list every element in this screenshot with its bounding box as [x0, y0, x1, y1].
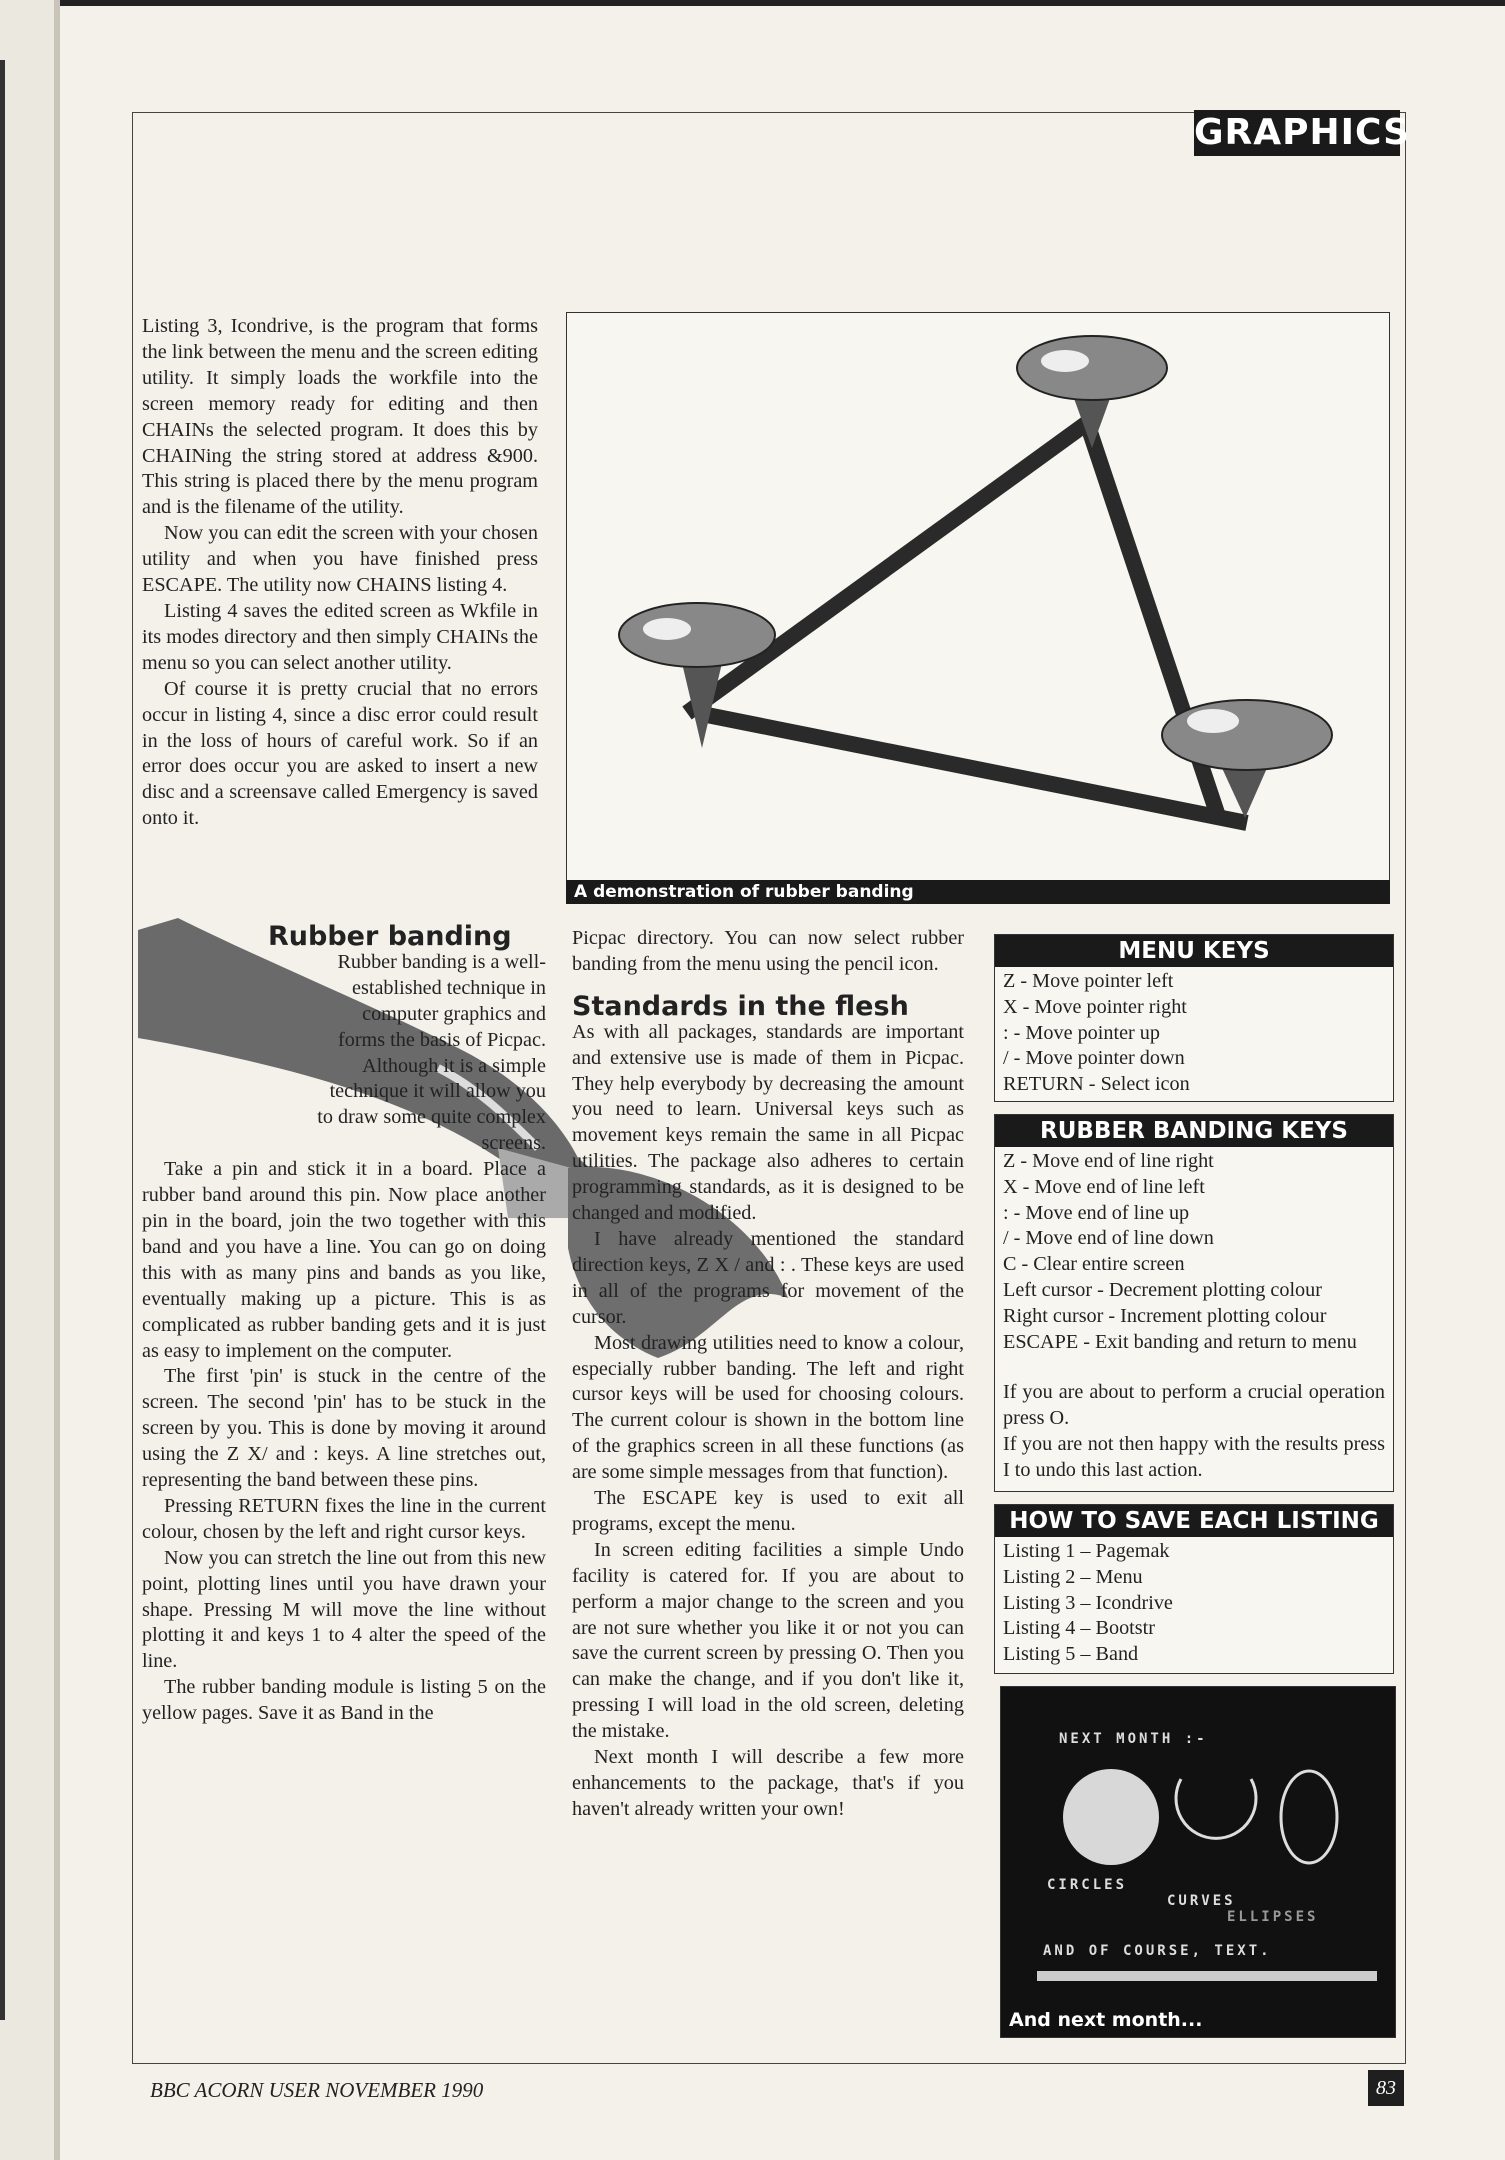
paragraph: Take a pin and stick it in a board. Place a rubber band around this pin. Now place another pin in the board, join the two together with this band and you have a line. You can go on doing this with as many pins and bands as you like, eventually making up a picture. This is as complicated as rubber banding gets and it is just as easy to implement on the computer. [142, 1158, 546, 1362]
next-month-screen [1000, 1686, 1396, 2038]
paragraph: Now you can stretch the line out from this new point, plotting lines until you have drawn your shape. Pressing M will move the line without plotting it and keys 1 to 4 alter the speed of the line. [142, 1546, 546, 1673]
rubber-keys-title: RUBBER BANDING KEYS [995, 1115, 1393, 1147]
ellipse-shape [1281, 1771, 1337, 1863]
column-2 [572, 926, 964, 1823]
pin-disc [1017, 336, 1167, 400]
pin-disc [1162, 700, 1332, 770]
list-item: ESCAPE - Exit banding and return to menu [1003, 1330, 1357, 1353]
list-item: X - Move pointer right [1003, 995, 1187, 1018]
paragraph: Listing 4 saves the edited screen as Wkfile in its modes directory and then simply CHAINs the menu so you can select another utility. [142, 599, 538, 674]
list-item: / - Move pointer down [1003, 1047, 1185, 1070]
paragraph: Next month I will describe a few more enhancements to the package, that's if you haven't already written your own! [572, 1746, 964, 1820]
band-line [687, 423, 1087, 713]
paragraph: Pressing RETURN fixes the line in the current colour, chosen by the left and right cursor keys. [142, 1494, 546, 1543]
menu-keys-title: MENU KEYS [995, 935, 1393, 967]
page-number: 83 [1368, 2070, 1404, 2106]
section-tag: GRAPHICS [1194, 110, 1400, 156]
filled-circle [1063, 1769, 1159, 1865]
screen-text: AND OF COURSE, TEXT. [1043, 1943, 1272, 1959]
paragraph: Now you can edit the screen with your chosen utility and when you have finished press ESCAPE. The utility now CHAINS listing 4. [142, 522, 538, 597]
top-edge [0, 0, 1505, 6]
rubber-banding-keys-box [994, 1114, 1394, 1492]
list-item: RETURN - Select icon [1003, 1073, 1190, 1096]
screen-text: CURVES [1167, 1893, 1236, 1909]
list-item: : - Move end of line up [1003, 1201, 1190, 1224]
undo-note: If you are not then happy with the results press I to undo this last action. [1003, 1432, 1385, 1481]
standards-heading: Standards in the flesh [572, 990, 909, 1022]
screen-text: ELLIPSES [1227, 1909, 1319, 1925]
column-1-intro [142, 314, 538, 832]
paragraph: The ESCAPE key is used to exit all programs, except the menu. [572, 1487, 964, 1535]
screen-text: NEXT MONTH :- [1059, 1731, 1208, 1747]
paragraph: Of course it is pretty crucial that no errors occur in listing 4, since a disc error could result in the loss of hours of careful work. So if an error does occur you are asked to insert a new disc and a screensave called Emergency is saved onto it. [142, 677, 538, 830]
list-item: C - Clear entire screen [1003, 1253, 1185, 1276]
pin-disc [619, 603, 775, 667]
list-item: / - Move end of line down [1003, 1227, 1214, 1250]
menu-keys-box [994, 934, 1394, 1102]
list-item: Listing 2 – Menu [1003, 1565, 1143, 1588]
curve-shape [1176, 1779, 1256, 1838]
screen-bar [1037, 1971, 1377, 1981]
list-item: X - Move end of line left [1003, 1175, 1205, 1198]
previous-page-edge [0, 0, 58, 2160]
paragraph: Listing 3, Icondrive, is the program that forms the link between the menu and the screen editing utility. It simply loads the workfile into the screen memory ready for editing and then CHAINs the selected program. It does this by CHAINing the string stored at address &900. This string is placed there by the menu program and is the filename of the utility. [142, 315, 538, 519]
save-listing-title: HOW TO SAVE EACH LISTING [995, 1505, 1393, 1537]
paragraph: The rubber banding module is listing 5 on the yellow pages. Save it as Band in the [142, 1676, 546, 1725]
paragraph: Picpac directory. You can now select rubber banding from the menu using the pencil icon. [572, 927, 964, 975]
paragraph: As with all packages, standards are important and extensive use is made of them in Picpac. They help everybody by decreasing the amount you need to learn. Universal keys such as movement keys remain the same in all Picpac utilities. The package also adheres to certain programming standards, as it is designed to be changed and modified. [572, 1020, 964, 1225]
list-item: Z - Move pointer left [1003, 970, 1174, 992]
list-item: Left cursor - Decrement plotting colour [1003, 1278, 1322, 1301]
rubber-banding-heading: Rubber banding [268, 921, 512, 952]
pin-cone [1222, 768, 1267, 818]
rubber-banding-figure [566, 312, 1390, 884]
save-listing-box [994, 1504, 1394, 1674]
figure-caption: A demonstration of rubber banding [566, 880, 1390, 904]
page-footer: BBC ACORN USER NOVEMBER 1990 [150, 2078, 484, 2102]
paragraph: The first 'pin' is stuck in the centre of the screen. The second 'pin' has to be stuck in the screen by you. This is done by moving it around using the Z X/ and : keys. A line stretches out, representing the band between these pins. [142, 1365, 546, 1492]
paragraph: I have already mentioned the standard direction keys, Z X / and : . These keys are used in all of the programs for movement of the cursor. [572, 1227, 964, 1328]
paragraph: Most drawing utilities need to know a colour, especially rubber banding. The left and right cursor keys will be used for choosing colours. The current colour is shown in the bottom line of the graphics screen in all these functions (as are some simple messages from that function). [572, 1331, 964, 1484]
paragraph: Rubber banding is a well-established technique in computer graphics and forms the basis of Picpac. Although it is a simple technique it will allow you to draw some quite complex screens. [317, 950, 546, 1155]
list-item: Listing 3 – Icondrive [1003, 1591, 1173, 1614]
circle-shapes [1051, 1757, 1351, 1877]
next-month-caption: And next month... [1009, 2009, 1203, 2031]
paragraph: In screen editing facilities a simple Undo facility is catered for. If you are about to perform a major change to the screen and you are not sure whether you like it or not you can save the current screen by pressing O. Then you can make the change, and if you don't like it, pressing I will load in the old screen, deleting the mistake. [572, 1538, 964, 1743]
rubber-banding-section [142, 921, 546, 1727]
list-item: Z - Move end of line right [1003, 1150, 1214, 1172]
list-item: Right cursor - Increment plotting colour [1003, 1304, 1327, 1327]
undo-note: If you are about to perform a crucial operation press O. [1003, 1381, 1385, 1430]
list-item: Listing 1 – Pagemak [1003, 1540, 1170, 1562]
list-item: : - Move pointer up [1003, 1021, 1160, 1044]
list-item: Listing 5 – Band [1003, 1643, 1139, 1666]
screen-text: CIRCLES [1047, 1877, 1128, 1893]
list-item: Listing 4 – Bootstr [1003, 1617, 1155, 1640]
